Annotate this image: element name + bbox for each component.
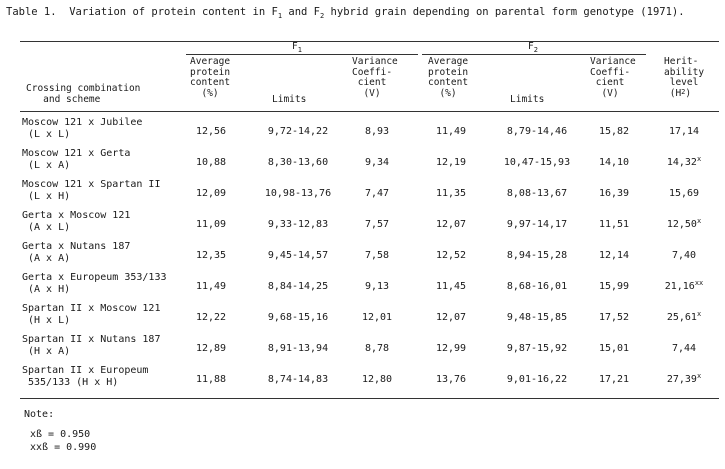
f1-group-header: $F_1$ xyxy=(292,41,302,54)
row-crossing-scheme: 535/133 (H x H) xyxy=(28,377,119,388)
cell-avg1 xyxy=(166,374,256,385)
title-text-c: hybrid grain depending on parental form genotype (1971). xyxy=(324,6,685,18)
cell-lim1 xyxy=(253,312,343,323)
cell-value: 11,51 xyxy=(598,219,630,230)
cell-value: 11,09 xyxy=(195,219,227,230)
cell-value: 9,01-16,22 xyxy=(506,374,568,385)
cell-value: 7,57 xyxy=(364,219,390,230)
cell-lim1 xyxy=(253,343,343,354)
cell-value: 27,39 xyxy=(666,374,697,385)
cell-value: 8,93 xyxy=(364,126,390,137)
cell-avg2 xyxy=(406,250,496,261)
cell-value: 12,22 xyxy=(195,312,227,323)
cell-value: 7,44 xyxy=(671,343,697,354)
row-crossing-scheme: (H x L) xyxy=(28,315,71,326)
row-crossing-name: Moscow 121 x Jubilee xyxy=(22,117,143,128)
cell-value: 12,14 xyxy=(598,250,630,261)
cell-value: 12,07 xyxy=(435,312,467,323)
header-rule xyxy=(20,111,719,112)
cell-value: 12,19 xyxy=(435,157,467,168)
cell-lim1 xyxy=(253,126,343,137)
row-crossing-name: Gerta x Europeum 353/133 xyxy=(22,272,167,283)
cell-h xyxy=(639,281,725,292)
row-crossing-name: Spartan II x Moscow 121 xyxy=(22,303,161,314)
cell-h xyxy=(639,157,725,168)
cell-value: 14,32 xyxy=(666,157,697,168)
header-avg-f1: Average protein content (%) xyxy=(190,56,231,99)
cell-avg2 xyxy=(406,312,496,323)
header-crossing: Crossing combination and scheme xyxy=(26,83,141,105)
significance-mark: x xyxy=(696,372,702,380)
cell-avg1 xyxy=(166,312,256,323)
row-crossing-name: Spartan II x Nutans 187 xyxy=(22,334,161,345)
note-label: Note: xyxy=(24,409,55,420)
cell-avg1 xyxy=(166,126,256,137)
cell-value: 17,21 xyxy=(598,374,630,385)
header-limits-f1: Limits xyxy=(272,94,307,105)
cell-value: 10,47-15,93 xyxy=(503,157,571,168)
cell-value: 12,09 xyxy=(195,188,227,199)
cell-value: 15,01 xyxy=(598,343,630,354)
cell-value: 13,76 xyxy=(435,374,467,385)
cell-avg2 xyxy=(406,219,496,230)
cell-avg1 xyxy=(166,250,256,261)
cell-value: 8,84-14,25 xyxy=(267,281,329,292)
cell-value: 12,99 xyxy=(435,343,467,354)
cell-value: 9,72-14,22 xyxy=(267,126,329,137)
cell-h xyxy=(639,188,725,199)
row-crossing-scheme: (A x H) xyxy=(28,284,71,295)
cell-h xyxy=(639,250,725,261)
cell-value: 8,08-13,67 xyxy=(506,188,568,199)
cell-value: 9,13 xyxy=(364,281,390,292)
header-avg-f2: Average protein content (%) xyxy=(428,56,469,99)
significance-mark: x xyxy=(696,217,702,225)
cell-value: 16,39 xyxy=(598,188,630,199)
cell-value: 8,91-13,94 xyxy=(267,343,329,354)
cell-avg2 xyxy=(406,374,496,385)
cell-value: 9,97-14,17 xyxy=(506,219,568,230)
title-text-a: Variation of protein content in F xyxy=(69,6,278,18)
cell-avg2 xyxy=(406,281,496,292)
cell-value: 12,07 xyxy=(435,219,467,230)
row-crossing-scheme: (L x A) xyxy=(28,160,71,171)
significance-mark: x xyxy=(696,310,702,318)
cell-h xyxy=(639,312,725,323)
header-var-f1: Variance Coeffi- cient (V) xyxy=(352,56,398,99)
cell-value: 11,45 xyxy=(435,281,467,292)
top-rule xyxy=(20,41,719,42)
cell-value: 15,82 xyxy=(598,126,630,137)
cell-value: 8,79-14,46 xyxy=(506,126,568,137)
title-sub-1: 1 xyxy=(277,12,283,21)
cell-value: 10,98-13,76 xyxy=(264,188,332,199)
cell-value: 12,50 xyxy=(666,219,697,230)
cell-lim1 xyxy=(253,281,343,292)
row-crossing-scheme: (H x A) xyxy=(28,346,71,357)
cell-value: 15,69 xyxy=(668,188,700,199)
row-crossing-name: Gerta x Nutans 187 xyxy=(22,241,131,252)
cell-h xyxy=(639,219,725,230)
header-var-f2: Variance Coeffi- cient (V) xyxy=(590,56,636,99)
row-crossing-scheme: (A x L) xyxy=(28,222,71,233)
cell-value: 10,88 xyxy=(195,157,227,168)
f2-group-header: $F_2$ xyxy=(528,41,538,54)
row-crossing-name: Spartan II x Europeum xyxy=(22,365,149,376)
cell-avg1 xyxy=(166,343,256,354)
cell-value: 8,74-14,83 xyxy=(267,374,329,385)
cell-value: 14,10 xyxy=(598,157,630,168)
title-text-b: and F xyxy=(282,6,321,18)
title-sub-2: 2 xyxy=(320,12,325,21)
cell-lim1 xyxy=(253,250,343,261)
significance-mark: xx xyxy=(694,279,704,287)
header-limits-f2: Limits xyxy=(510,94,545,105)
cell-lim1 xyxy=(253,219,343,230)
cell-h xyxy=(639,126,725,137)
significance-mark: x xyxy=(696,155,702,163)
cell-avg1 xyxy=(166,219,256,230)
cell-avg1 xyxy=(166,157,256,168)
cell-value: 21,16 xyxy=(664,281,695,292)
cell-value: 9,87-15,92 xyxy=(506,343,568,354)
table-label: Table 1. xyxy=(6,6,57,18)
cell-value: 8,68-16,01 xyxy=(506,281,568,292)
row-crossing-scheme: (L x H) xyxy=(28,191,71,202)
cell-value: 7,47 xyxy=(364,188,390,199)
cell-value: 11,49 xyxy=(435,126,467,137)
row-crossing-scheme: (A x A) xyxy=(28,253,71,264)
table-title xyxy=(6,6,685,20)
cell-value: 15,99 xyxy=(598,281,630,292)
cell-h xyxy=(639,374,725,385)
cell-value: 7,40 xyxy=(671,250,697,261)
header-heritability: Herit- ability level $(H^2)$ xyxy=(664,56,705,99)
cell-value: 12,80 xyxy=(361,374,393,385)
cell-value: 9,68-15,16 xyxy=(267,312,329,323)
cell-value: 12,89 xyxy=(195,343,227,354)
cell-value: 7,58 xyxy=(364,250,390,261)
cell-value: 9,33-12,83 xyxy=(267,219,329,230)
cell-lim1 xyxy=(253,374,343,385)
cell-avg1 xyxy=(166,188,256,199)
cell-value: 12,01 xyxy=(361,312,393,323)
row-crossing-scheme: (L x L) xyxy=(28,129,71,140)
cell-avg1 xyxy=(166,281,256,292)
bottom-rule xyxy=(20,398,719,399)
cell-value: 9,48-15,85 xyxy=(506,312,568,323)
cell-value: 12,56 xyxy=(195,126,227,137)
cell-avg2 xyxy=(406,343,496,354)
cell-value: 8,30-13,60 xyxy=(267,157,329,168)
cell-value: 11,49 xyxy=(195,281,227,292)
row-crossing-name: Moscow 121 x Spartan II xyxy=(22,179,161,190)
cell-value: 11,35 xyxy=(435,188,467,199)
cell-value: 11,88 xyxy=(195,374,227,385)
cell-lim1 xyxy=(253,157,343,168)
cell-h xyxy=(639,343,725,354)
cell-lim1 xyxy=(253,188,343,199)
cell-value: 9,45-14,57 xyxy=(267,250,329,261)
cell-avg2 xyxy=(406,157,496,168)
cell-value: 12,52 xyxy=(435,250,467,261)
note-line-2: xxß = 0.990 xyxy=(30,442,97,453)
cell-value: 17,14 xyxy=(668,126,700,137)
cell-avg2 xyxy=(406,188,496,199)
cell-value: 17,52 xyxy=(598,312,630,323)
cell-value: 8,78 xyxy=(364,343,390,354)
cell-value: 8,94-15,28 xyxy=(506,250,568,261)
cell-value: 12,35 xyxy=(195,250,227,261)
row-crossing-name: Gerta x Moscow 121 xyxy=(22,210,131,221)
cell-value: 9,34 xyxy=(364,157,390,168)
f1-group-rule xyxy=(186,54,418,55)
cell-avg2 xyxy=(406,126,496,137)
cell-value: 25,61 xyxy=(666,312,697,323)
row-crossing-name: Moscow 121 x Gerta xyxy=(22,148,131,159)
note-line-1: xß = 0.950 xyxy=(30,429,91,440)
